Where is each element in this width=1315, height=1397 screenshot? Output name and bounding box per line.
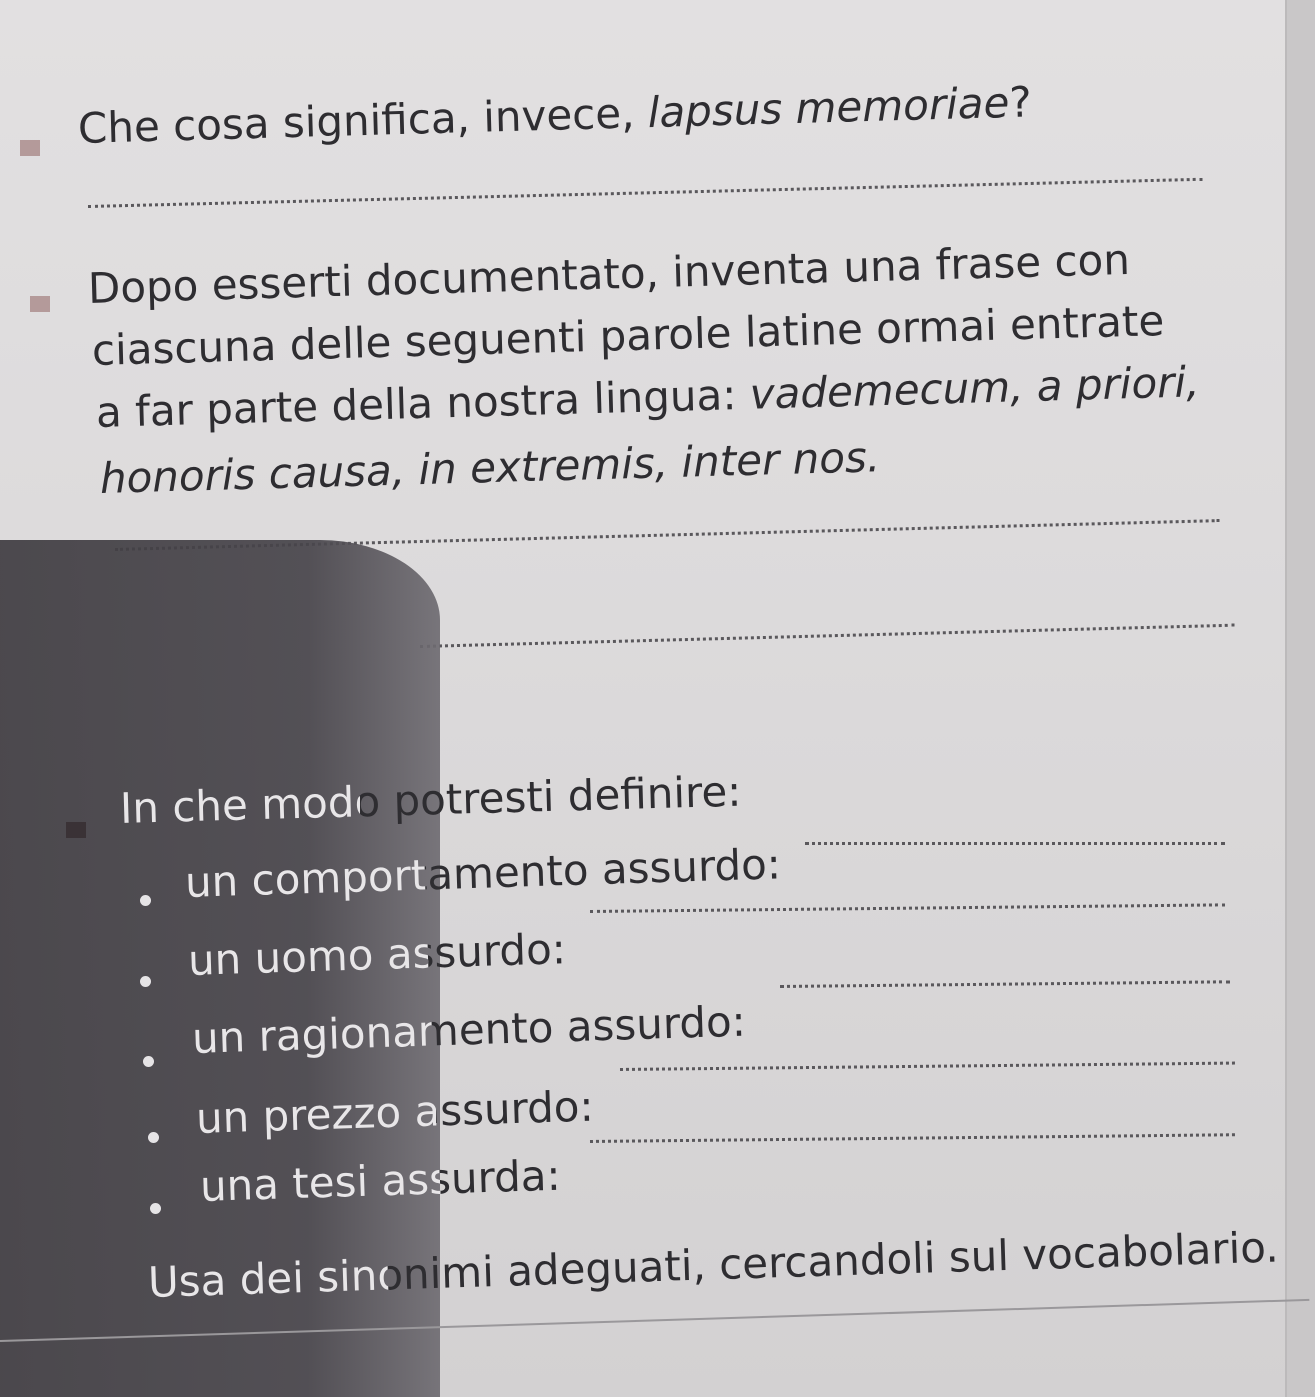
bullet-dot-icon — [140, 976, 151, 987]
item-text: un prezzo assurdo: — [195, 1081, 595, 1143]
bullet-square-icon — [20, 140, 40, 156]
bullet-dot-icon — [148, 1132, 159, 1143]
item-text: un comportamento assurdo: — [184, 839, 782, 907]
answer-line[interactable] — [620, 1062, 1235, 1071]
instruction-line-3 — [95, 357, 1201, 437]
bullet-dot-icon — [140, 895, 151, 906]
bullet-square-icon — [66, 822, 86, 838]
page-edge — [1285, 0, 1315, 1397]
vocabulary-hint-text: Usa dei sinonimi adeguati, cercandoli sul vocabolario. — [147, 1222, 1280, 1307]
answer-line[interactable] — [780, 980, 1230, 988]
instruction-line-1: Dopo esserti documentato, inventa una frase con — [87, 234, 1131, 313]
answer-line[interactable] — [805, 842, 1225, 845]
answer-line[interactable] — [590, 1133, 1235, 1143]
definition-intro-text: In che modo potresti definire: — [119, 766, 742, 833]
question-mark: ? — [1008, 77, 1033, 127]
latin-terms: honoris causa, in extremis, inter nos. — [99, 432, 881, 503]
item-text: un uomo assurdo: — [187, 924, 567, 985]
question-lapsus — [77, 77, 1033, 153]
instruction-line-4 — [99, 432, 881, 503]
question-text: Che cosa significa, invece, — [77, 88, 649, 153]
item-uomo — [187, 924, 567, 985]
bullet-dot-icon — [150, 1203, 161, 1214]
item-text: una tesi assurda: — [199, 1150, 562, 1211]
question-latin-term: lapsus memoriae — [647, 77, 1010, 138]
item-text: un ragionamento assurdo: — [191, 996, 747, 1063]
answer-line[interactable] — [590, 903, 1225, 913]
latin-terms: vademecum, a priori, — [749, 357, 1201, 419]
item-tesi — [199, 1150, 562, 1211]
instruction-text: a far parte della nostra lingua: — [95, 369, 751, 437]
bullet-dot-icon — [143, 1056, 154, 1067]
item-prezzo — [195, 1081, 595, 1143]
answer-line[interactable] — [420, 624, 1235, 648]
instruction-line-2: ciascuna delle seguenti parole latine ormai entrate — [91, 296, 1165, 375]
bullet-square-icon — [30, 296, 50, 312]
answer-line[interactable] — [88, 178, 1203, 208]
